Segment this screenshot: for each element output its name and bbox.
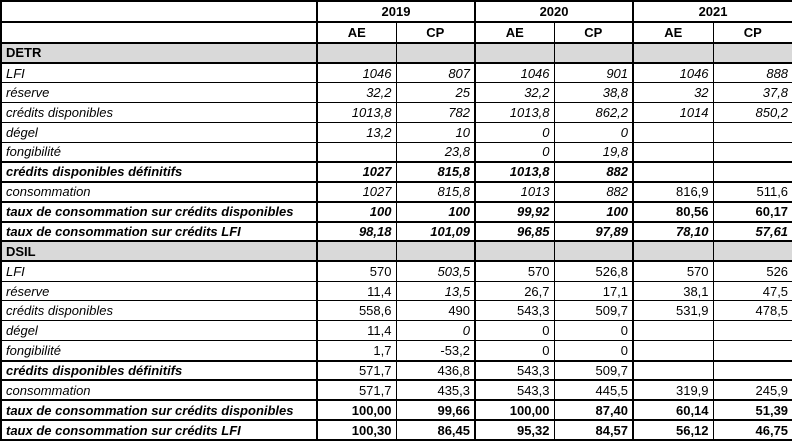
- section-header-row-detr: [1, 43, 792, 63]
- value-cell: 543,3: [475, 361, 554, 381]
- subheader-cp-2020: CP: [554, 22, 633, 43]
- year-header-2021: 2021: [633, 1, 792, 22]
- table-row: [1, 380, 792, 400]
- table-row: [1, 83, 792, 103]
- corner-cell-2: [1, 22, 317, 43]
- row-label: taux de consommation sur crédits LFI: [1, 222, 317, 242]
- value-cell: 84,57: [554, 420, 633, 440]
- section-empty-cell: [554, 43, 633, 63]
- value-cell: 319,9: [633, 380, 713, 400]
- table-body: [1, 43, 792, 440]
- row-label: taux de consommation sur crédits disponibles: [1, 202, 317, 222]
- table-row: [1, 321, 792, 341]
- value-cell: 571,7: [317, 380, 396, 400]
- value-cell: 0: [475, 341, 554, 361]
- value-cell: 87,40: [554, 400, 633, 420]
- value-cell: 38,1: [633, 281, 713, 301]
- value-cell: 100,30: [317, 420, 396, 440]
- value-cell: [713, 341, 792, 361]
- value-cell: 816,9: [633, 182, 713, 202]
- value-cell: 10: [396, 122, 475, 142]
- value-cell: 32,2: [475, 83, 554, 103]
- row-label: consommation: [1, 182, 317, 202]
- value-cell: 531,9: [633, 301, 713, 321]
- value-cell: 56,12: [633, 420, 713, 440]
- value-cell: 1014: [633, 103, 713, 123]
- corner-cell: [1, 1, 317, 22]
- value-cell: 570: [475, 261, 554, 281]
- year-header-2020: 2020: [475, 1, 633, 22]
- value-cell: 0: [475, 321, 554, 341]
- value-cell: 882: [554, 182, 633, 202]
- row-label: crédits disponibles: [1, 103, 317, 123]
- value-cell: 850,2: [713, 103, 792, 123]
- value-cell: 60,17: [713, 202, 792, 222]
- subheader-row: [1, 22, 792, 43]
- value-cell: 882: [554, 162, 633, 182]
- value-cell: 435,3: [396, 380, 475, 400]
- value-cell: 245,9: [713, 380, 792, 400]
- section-empty-cell: [633, 241, 713, 261]
- value-cell: 0: [554, 321, 633, 341]
- row-label: crédits disponibles: [1, 301, 317, 321]
- value-cell: 571,7: [317, 361, 396, 381]
- value-cell: 60,14: [633, 400, 713, 420]
- value-cell: 32,2: [317, 83, 396, 103]
- value-cell: -53,2: [396, 341, 475, 361]
- value-cell: 558,6: [317, 301, 396, 321]
- value-cell: [633, 361, 713, 381]
- table-row: [1, 301, 792, 321]
- value-cell: 37,8: [713, 83, 792, 103]
- row-label: LFI: [1, 261, 317, 281]
- row-label: taux de consommation sur crédits LFI: [1, 420, 317, 440]
- value-cell: 32: [633, 83, 713, 103]
- value-cell: 38,8: [554, 83, 633, 103]
- value-cell: [713, 162, 792, 182]
- row-label: LFI: [1, 63, 317, 83]
- value-cell: 100,00: [317, 400, 396, 420]
- table-row: [1, 182, 792, 202]
- value-cell: 526: [713, 261, 792, 281]
- value-cell: 0: [396, 321, 475, 341]
- value-cell: 511,6: [713, 182, 792, 202]
- subheader-ae-2019: AE: [317, 22, 396, 43]
- value-cell: 490: [396, 301, 475, 321]
- value-cell: 862,2: [554, 103, 633, 123]
- value-cell: 478,5: [713, 301, 792, 321]
- value-cell: 445,5: [554, 380, 633, 400]
- value-cell: 1,7: [317, 341, 396, 361]
- value-cell: 570: [317, 261, 396, 281]
- value-cell: 1013,8: [475, 103, 554, 123]
- table-header: [1, 1, 792, 43]
- subheader-cp-2019: CP: [396, 22, 475, 43]
- value-cell: 1013,8: [317, 103, 396, 123]
- value-cell: [713, 361, 792, 381]
- table-row: [1, 122, 792, 142]
- value-cell: 436,8: [396, 361, 475, 381]
- value-cell: 815,8: [396, 182, 475, 202]
- value-cell: [633, 341, 713, 361]
- value-cell: 100: [554, 202, 633, 222]
- row-label: taux de consommation sur crédits disponibles: [1, 400, 317, 420]
- value-cell: 570: [633, 261, 713, 281]
- section-empty-cell: [396, 43, 475, 63]
- year-header-2019: 2019: [317, 1, 475, 22]
- row-label: crédits disponibles définitifs: [1, 162, 317, 182]
- table-row: [1, 222, 792, 242]
- value-cell: 1046: [633, 63, 713, 83]
- row-label: réserve: [1, 281, 317, 301]
- value-cell: [633, 122, 713, 142]
- value-cell: 23,8: [396, 142, 475, 162]
- section-title: DETR: [1, 43, 317, 63]
- value-cell: 17,1: [554, 281, 633, 301]
- row-label: dégel: [1, 321, 317, 341]
- row-label: fongibilité: [1, 142, 317, 162]
- row-label: dégel: [1, 122, 317, 142]
- row-label: consommation: [1, 380, 317, 400]
- value-cell: 13,5: [396, 281, 475, 301]
- value-cell: 13,2: [317, 122, 396, 142]
- section-empty-cell: [713, 43, 792, 63]
- value-cell: 1027: [317, 182, 396, 202]
- section-empty-cell: [317, 43, 396, 63]
- value-cell: 96,85: [475, 222, 554, 242]
- table-row: [1, 261, 792, 281]
- value-cell: [713, 321, 792, 341]
- table-row: [1, 162, 792, 182]
- value-cell: 46,75: [713, 420, 792, 440]
- value-cell: 503,5: [396, 261, 475, 281]
- section-empty-cell: [633, 43, 713, 63]
- value-cell: 1027: [317, 162, 396, 182]
- value-cell: 1013: [475, 182, 554, 202]
- value-cell: 1046: [317, 63, 396, 83]
- table-row: [1, 63, 792, 83]
- value-cell: 0: [475, 142, 554, 162]
- section-empty-cell: [475, 241, 554, 261]
- value-cell: 47,5: [713, 281, 792, 301]
- value-cell: [633, 162, 713, 182]
- value-cell: 98,18: [317, 222, 396, 242]
- value-cell: 57,61: [713, 222, 792, 242]
- value-cell: 100: [396, 202, 475, 222]
- section-empty-cell: [317, 241, 396, 261]
- value-cell: 80,56: [633, 202, 713, 222]
- value-cell: 807: [396, 63, 475, 83]
- table-row: [1, 420, 792, 440]
- value-cell: 11,4: [317, 281, 396, 301]
- table-row: [1, 361, 792, 381]
- value-cell: 11,4: [317, 321, 396, 341]
- value-cell: 782: [396, 103, 475, 123]
- section-empty-cell: [475, 43, 554, 63]
- section-empty-cell: [554, 241, 633, 261]
- value-cell: [713, 122, 792, 142]
- value-cell: 99,66: [396, 400, 475, 420]
- value-cell: [633, 321, 713, 341]
- row-label: réserve: [1, 83, 317, 103]
- value-cell: 888: [713, 63, 792, 83]
- value-cell: [317, 142, 396, 162]
- value-cell: 97,89: [554, 222, 633, 242]
- value-cell: 815,8: [396, 162, 475, 182]
- subheader-ae-2021: AE: [633, 22, 713, 43]
- value-cell: 509,7: [554, 301, 633, 321]
- section-empty-cell: [713, 241, 792, 261]
- section-header-row-dsil: [1, 241, 792, 261]
- row-label: crédits disponibles définitifs: [1, 361, 317, 381]
- value-cell: 0: [475, 122, 554, 142]
- value-cell: 100: [317, 202, 396, 222]
- value-cell: 26,7: [475, 281, 554, 301]
- table-row: [1, 281, 792, 301]
- value-cell: [633, 142, 713, 162]
- table-row: [1, 202, 792, 222]
- row-label: fongibilité: [1, 341, 317, 361]
- value-cell: 51,39: [713, 400, 792, 420]
- value-cell: 1013,8: [475, 162, 554, 182]
- value-cell: 0: [554, 341, 633, 361]
- value-cell: 526,8: [554, 261, 633, 281]
- subheader-cp-2021: CP: [713, 22, 792, 43]
- value-cell: 0: [554, 122, 633, 142]
- value-cell: 100,00: [475, 400, 554, 420]
- section-empty-cell: [396, 241, 475, 261]
- value-cell: 901: [554, 63, 633, 83]
- value-cell: 78,10: [633, 222, 713, 242]
- value-cell: 509,7: [554, 361, 633, 381]
- table-row: [1, 103, 792, 123]
- section-title: DSIL: [1, 241, 317, 261]
- value-cell: 99,92: [475, 202, 554, 222]
- value-cell: 95,32: [475, 420, 554, 440]
- value-cell: 86,45: [396, 420, 475, 440]
- table-row: [1, 142, 792, 162]
- subheader-ae-2020: AE: [475, 22, 554, 43]
- value-cell: 19,8: [554, 142, 633, 162]
- year-header-row: [1, 1, 792, 22]
- value-cell: 101,09: [396, 222, 475, 242]
- value-cell: 1046: [475, 63, 554, 83]
- value-cell: [713, 142, 792, 162]
- value-cell: 543,3: [475, 380, 554, 400]
- table-row: [1, 400, 792, 420]
- value-cell: 543,3: [475, 301, 554, 321]
- table-row: [1, 341, 792, 361]
- value-cell: 25: [396, 83, 475, 103]
